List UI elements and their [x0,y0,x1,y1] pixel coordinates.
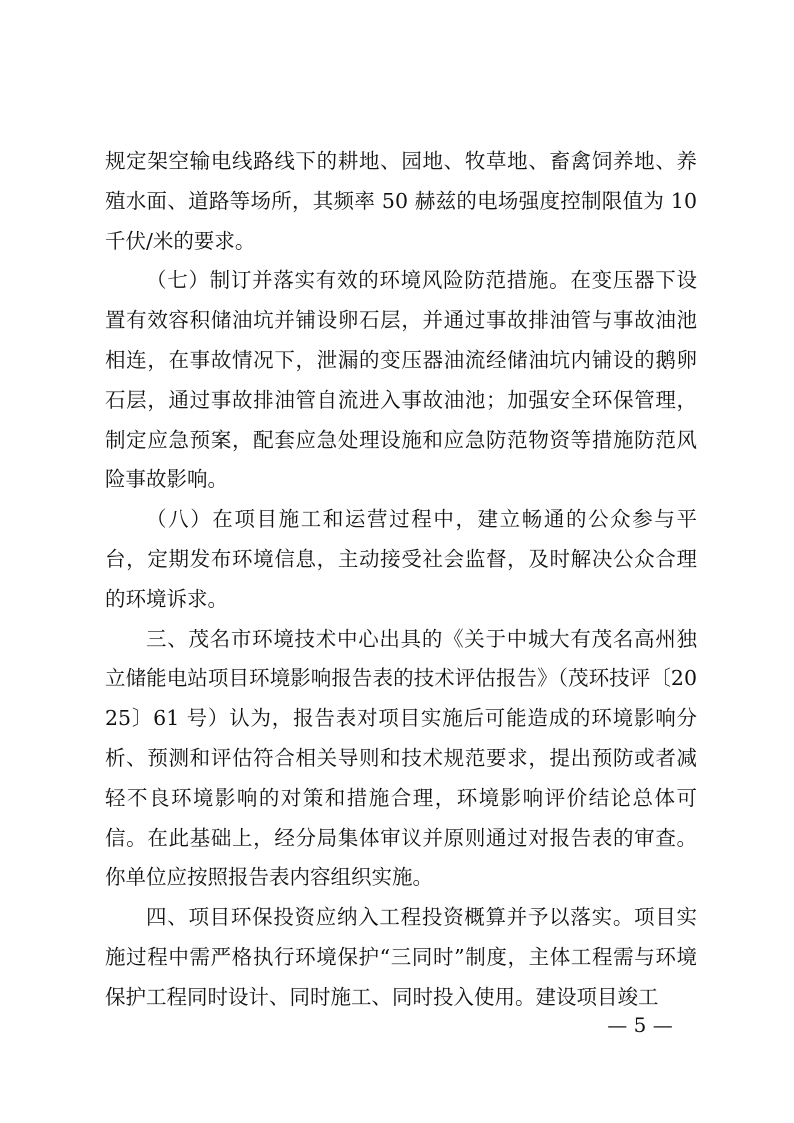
paragraph-2: （七）制订并落实有效的环境风险防范措施。在变压器下设置有效容积储油坑并铺设卵石层，并通过事故排油管与事故油池相连，在事故情况下，泄漏的变压器油流经储油坑内铺设的鹅卵石层，通过事故排油管自流进入事故油池；加强安全环保管理，制定应急预案，配套应急处理设施和应急防范物资等措施防范风险事故影响。 [105,268,697,492]
paragraph-5: 四、项目环保投资应纳入工程投资概算并予以落实。项目实施过程中需严格执行环境保护“三同时”制度，主体工程需与环境保护工程同时设计、同时施工、同时投入使用。建设项目竣工 [105,905,697,1009]
document-body [105,142,697,1018]
paragraph-3: （八）在项目施工和运营过程中，建立畅通的公众参与平台，定期发布环境信息，主动接受社会监督，及时解决公众合理的环境诉求。 [105,507,697,611]
paragraph-4: 三、茂名市环境技术中心出具的《关于中城大有茂名高州独立储能电站项目环境影响报告表的技术评估报告》（茂环技评〔2025〕61 号）认为，报告表对项目实施后可能造成的环境影响分析、预测和评估符合相关导则和技术规范要求，提出预防或者减轻不良环境影响的对策和措施合理，环境影响评价结论总体可信。在此基础上，经分局集体审议并原则通过对报告表的审查。你单位应按照报告表内容组织实施。 [105,626,697,890]
paragraph-1: 规定架空输电线路线下的耕地、园地、牧草地、畜禽饲养地、养殖水面、道路等场所，其频率 50 赫兹的电场强度控制限值为 10 千伏/米的要求。 [105,149,697,253]
page-number: — 5 — [607,1013,673,1037]
